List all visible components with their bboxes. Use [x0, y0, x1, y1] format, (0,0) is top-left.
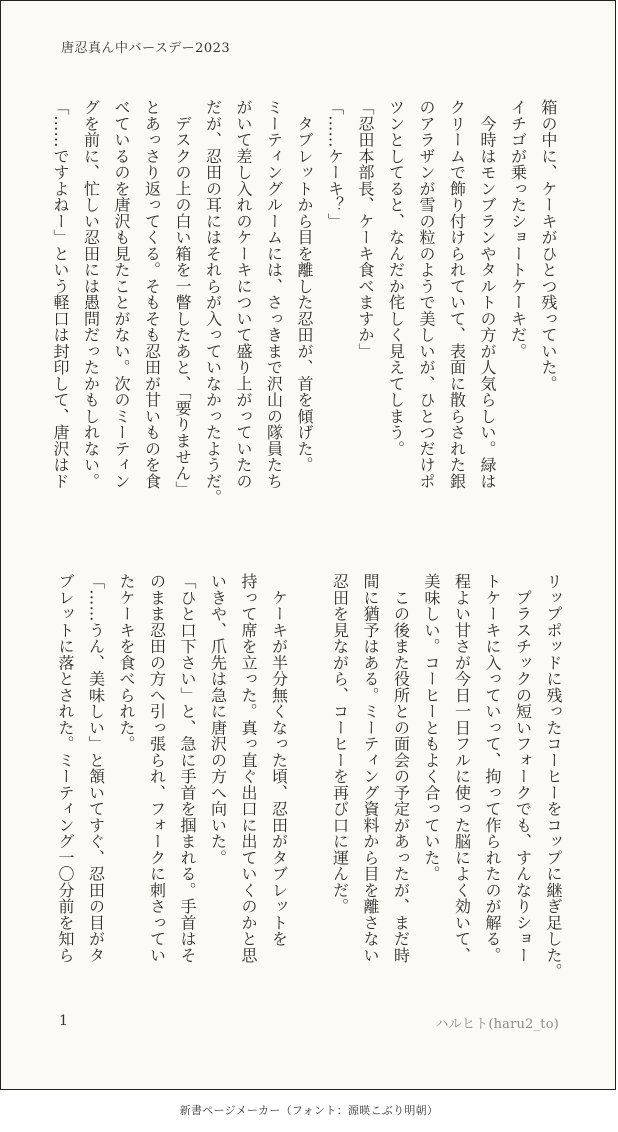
generator-footer: 新書ページメーカー（フォント：源暎こぶり明朝）	[179, 1104, 439, 1117]
text-line: がいて差し入れのケーキについて盛り上がっていたの	[234, 99, 253, 489]
text-line: ケーキが半分無くなった頃、忍田がタブレットを	[269, 573, 289, 947]
text-line: 箱の中に、ケーキがひとつ残っていた。	[539, 99, 558, 392]
blank-line	[294, 573, 325, 983]
text-line: ツンとしてると、なんだか侘しく見えてしまう。	[386, 99, 406, 457]
text-line: ミーティングルームには、さっきまで沢山の隊員たち	[264, 99, 284, 489]
text-line: 今時はモンブランやタルトの方が人気らしい。緑は	[478, 99, 497, 489]
text-line: いきや、爪先は急に唐沢の方へ向いた。	[208, 573, 228, 866]
text-line: タブレットから目を離した忍田が、首を傾げた。	[295, 99, 314, 473]
text-line: のアラザンが雪の粒のようで美しいが、ひとつだけポ	[417, 99, 436, 489]
text-line: 持って席を立った。真っ直ぐ出口に出ていくのかと思	[239, 573, 258, 963]
text-line: プラスチックの短いフォークでも、すんなりショー	[513, 573, 533, 963]
text-line: たケーキを食べられた。	[117, 573, 136, 752]
text-line: この後また役所との面会の予定があったが、まだ時	[391, 573, 411, 963]
text-line: 「忍田本部長、ケーキ食べますか」	[356, 99, 375, 359]
text-line: だが、忍田の耳にはそれらが入っていなかったようだ。	[203, 99, 223, 506]
text-line: リップポッドに残ったコーヒーをコップに継ぎ足した。	[544, 573, 563, 980]
text-line: クリームで飾り付けられていて、表面に散らされた銀	[447, 99, 467, 489]
lower-text-column	[50, 573, 569, 983]
text-line: べているのを唐沢も見たことがない。次のミーティン	[112, 99, 131, 489]
author-credit: ハルヒト(haru2_to)	[435, 1017, 559, 1032]
text-line: 「……ですよねー」という軽口は封印して、唐沢はド	[51, 99, 70, 489]
text-line: のまま忍田の方へ引っ張られ、フォークに刺さってい	[147, 573, 167, 963]
text-line: 美味しい。コーヒーともよく合っていた。	[422, 573, 441, 882]
text-line: イチゴが乗ったショートケーキだ。	[508, 99, 528, 359]
text-line: 程よい甘さが今日一日フルに使った脳によく効いて、	[452, 573, 472, 963]
text-line: 忍田を見ながら、コーヒーを再び口に運んだ。	[330, 573, 350, 915]
text-line: ブレットに落とされた。ミーティング一〇分前を知ら	[56, 573, 75, 963]
upper-text-column	[45, 99, 564, 564]
page-number: 1	[59, 1013, 68, 1029]
text-line: 間に猶予はある。ミーティング資料から目を離さない	[361, 573, 380, 963]
text-line: とあっさり返ってくる。そもそも忍田が甘いものを食	[142, 99, 162, 489]
text-line: 「……うん、美味しい」と頷いてすぐ、忍田の目がタ	[86, 573, 106, 963]
text-line: グを前に、忙しい忍田には愚問だったかもしれない。	[81, 99, 101, 489]
text-line: 「……ケーキ？」	[325, 99, 345, 229]
page-title: 唐忍真ん中バースデー2023	[61, 41, 231, 56]
text-line: 「ひと口下さい」と、急に手首を掴まれる。手首はそ	[178, 573, 197, 963]
text-line: デスクの上の白い箱を一瞥したあと、「要りません」	[173, 99, 192, 498]
text-line: トケーキに入っていって、拘って作られたのが解る。	[483, 573, 502, 963]
